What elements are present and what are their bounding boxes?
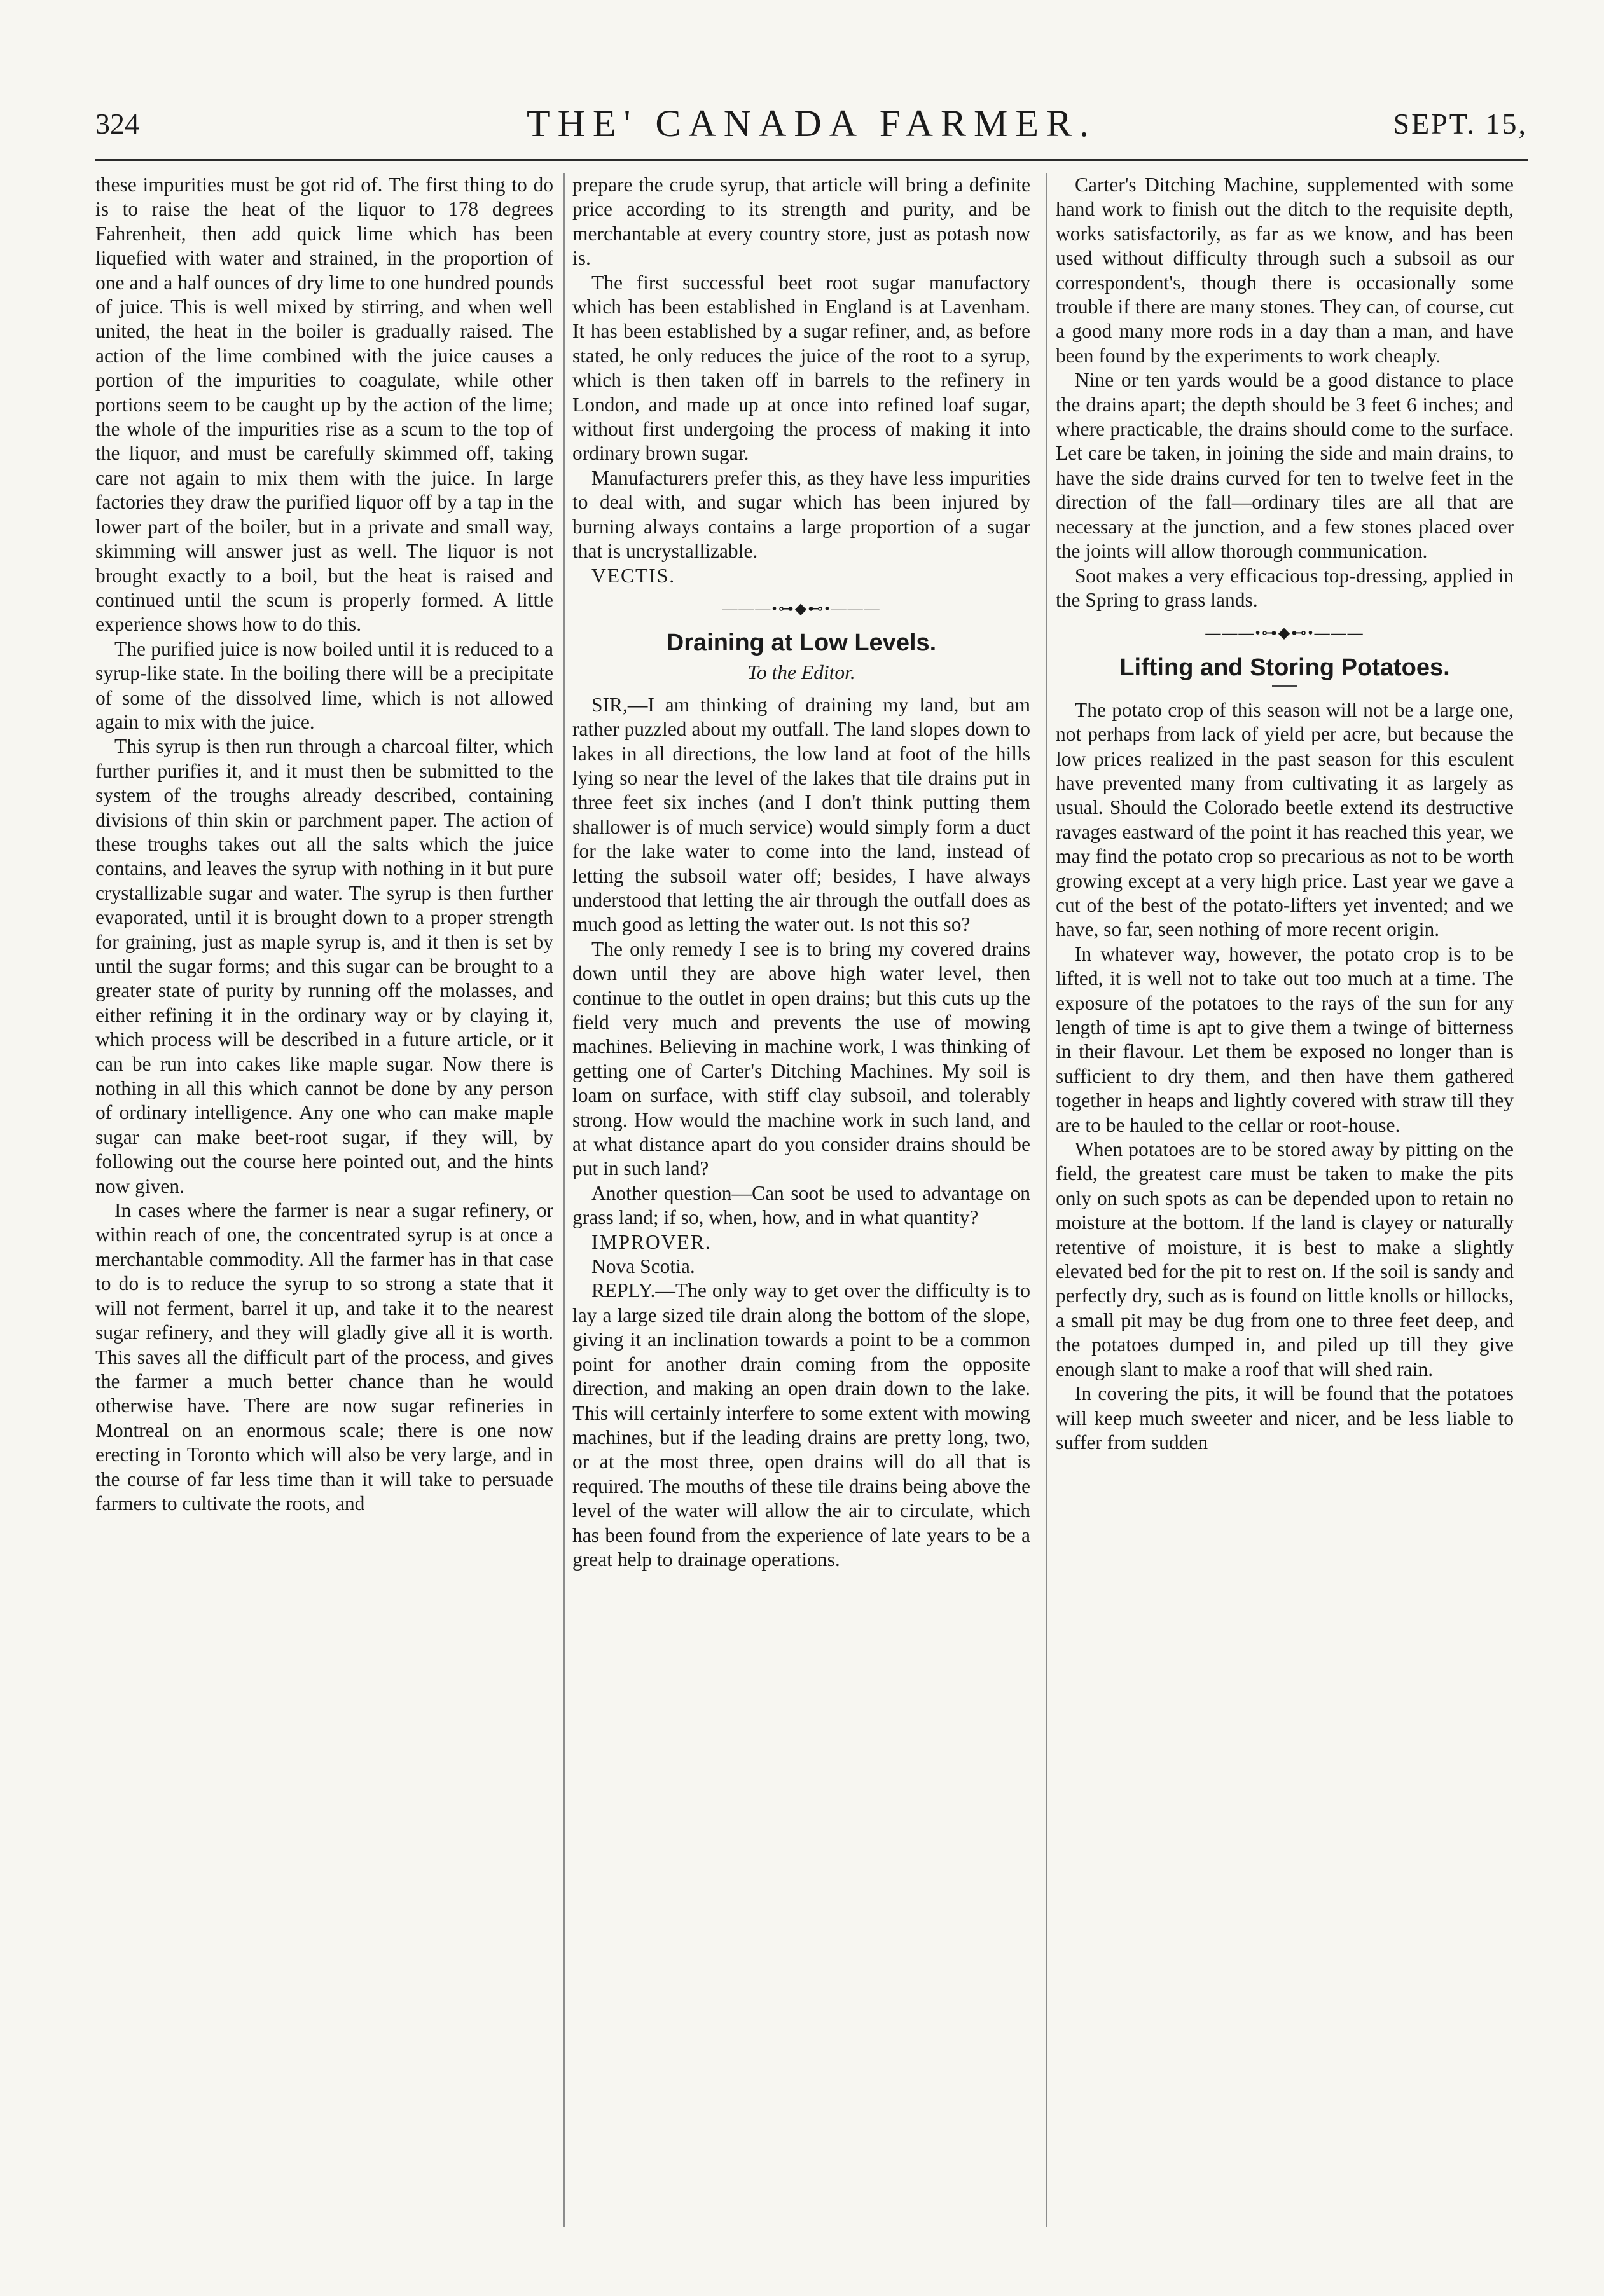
letter-place: Nova Scotia.	[591, 1255, 695, 1278]
masthead: THE' CANADA FARMER.	[526, 102, 1097, 144]
paragraph: The potato crop of this season will not be a large one, not perhaps from lack of yield per acre, but because the low prices realized in the past season for this esculent have prevented many from cultivating it as largely as usual. Should the Colorado beetle extend its destructive ravages eastward of the point it has reached this year, we may find the potato crop so precarious as not to be worth growing except at a very high price. Last year we gave a cut of the best of the potato-lifters yet invented; and we have, so far, seen nothing of more recent origin.	[1056, 698, 1514, 941]
paragraph: In covering the pits, it will be found that the potatoes will keep much sweeter and nicer, and be less liable to suffer from sudden	[1056, 1382, 1514, 1454]
column-2	[572, 173, 1030, 1572]
paragraph: these impurities must be got rid of. The first thing to do is to raise the heat of the liquor to 178 degrees Fahrenheit, then add quick lime which has been liquefied with water and strained, in the proportion of one and a half ounces of dry lime to one hundred pounds of juice. This is well mixed by stirring, and when well united, the heat in the boiler is gradually raised. The action of the lime combined with the juice causes a portion of the impurities to coagulate, while other portions seem to be caught up by the action of the lime; the whole of the impurities rise as a scum to the top of the liquor, and must be carefully skimmed off, taking care not again to mix them with the juice. In large factories they draw the purified liquor off by a tap in the lower part of the boiler, but in a private and small way, skimming will answer just as well. The liquor is not brought exactly to a boil, but the heat is raised and continued until the scum is properly formed. A little experience shows how to do this.	[95, 174, 553, 636]
reply-paragraph: REPLY.—The only way to get over the difficulty is to lay a large sized tile drain along the bottom of the slope, giving it an inclination towards a point to be a common point for another drain coming from the opposite direction, and making an open drain down to the lake. This will certainly interfere to some extent with mowing machines, but if the leading drains are pretty long, two, or at the most three, open drains will do all that is required. The mouths of these tile drains being above the level of the water will allow the air to circulate, which has been found from the experience of late years to be a great help to drainage operations.	[572, 1279, 1030, 1571]
column-divider	[563, 173, 565, 2227]
column-1	[95, 173, 553, 1516]
column-3	[1056, 173, 1514, 1455]
issue-date: SEPT. 15,	[1393, 107, 1528, 140]
paragraph: In whatever way, however, the potato crop is to be lifted, it is well not to take out too much at a time. The exposure of the potatoes to the rays of the sun for any length of time is apt to give them a twinge of bitterness in their flavour. Let them be exposed no longer than is sufficient to dry them, and then have them gathered together in heaps and lightly covered with straw till they are to be hauled to the cellar or root-house.	[1056, 942, 1514, 1136]
page-number: 324	[95, 107, 139, 140]
paragraph: The only remedy I see is to bring my covered drains down until they are above high water level, then continue to the outlet in open drains; but this cuts up the field very much and prevents the use of mowing machines. Believing in machine work, I was thinking of getting one of Carter's Ditching Machines. My soil is loam on surface, with stiff clay subsoil, and tolerably strong. How would the machine work in such land, and at what distance apart do you consider drains should be put in such land?	[572, 937, 1030, 1180]
paragraph: The first successful beet root sugar manufactory which has been established in England is at Lavenham. It has been established by a sugar refiner, and, as before stated, he only reduces the juice of the root to a syrup, which is then taken off in barrels to the refinery in London, and made up at once into refined loaf sugar, without first undergoing the process of making it into ordinary brown sugar.	[572, 271, 1030, 465]
paragraph: Manufacturers prefer this, as they have less impurities to deal with, and sugar which has been injured by burning always contains a large proportion of a sugar that is uncrystallizable.	[572, 466, 1030, 563]
section-ornament: ———•⊶◆⊷•———	[722, 600, 881, 617]
article-signature: VECTIS.	[591, 564, 676, 587]
paragraph: Nine or ten yards would be a good distance to place the drains apart; the depth should be 3 feet 6 inches; and where practicable, the drains should come to the surface. Let care be taken, in joining the side and main drains, to have the side drains curved for ten to twelve feet in the direction of the fall—ordinary tiles are all that are necessary at the junction, and a few stones placed over the joints will allow thorough communication.	[1056, 369, 1514, 563]
paragraph: Another question—Can soot be used to advantage on grass land; if so, when, how, and in what quantity?	[572, 1181, 1030, 1229]
section-ornament: ———•⊶◆⊷•———	[1205, 625, 1364, 642]
page-header	[95, 95, 1528, 165]
article-subheading: To the Editor.	[747, 661, 855, 684]
paragraph: The purified juice is now boiled until it is reduced to a syrup-like state. In the boiling there will be a precipitate of some of the dissolved lime, which is not allowed again to mix with the juice.	[95, 637, 553, 733]
paragraph: This syrup is then run through a charcoal filter, which further purifies it, and it must then be submitted to the system of the troughs already described, containing divisions of thin skin or parchment paper. The action of these troughs takes out all the salts which the juice contains, and leaves the syrup with nothing in it but pure crystallizable sugar and water. The syrup is then further evaporated, until it is brought down to a proper strength for graining, just as maple syrup is, and it then is set by until the sugar forms; and this sugar can be brought to a greater state of purity by running off the molasses, and either refining it in the ordinary way or by claying it, which process will be described in a future article, or it can be run into cakes like maple sugar. Now there is nothing in all this which cannot be done by any person of ordinary intelligence. Any one who can make maple sugar can make beet-root sugar, if they will, by following out the course here pointed out, and the hints now given.	[95, 735, 553, 1197]
paragraph: Soot makes a very efficacious top-dressing, applied in the Spring to grass lands.	[1056, 564, 1514, 611]
column-divider	[1046, 173, 1047, 2227]
paragraph: Carter's Ditching Machine, supplemented with some hand work to finish out the ditch to the requisite depth, works satisfactorily, as far as we know, and has been used without difficulty through such a subsoil as our correspondent's, though there is occasionally some trouble if there are many stones. They can, of course, cut a good many more rods in a day than a man, and have been found by the experiments to work cheaply.	[1056, 174, 1514, 367]
paragraph: When potatoes are to be stored away by pitting on the field, the greatest care must be taken to make the pits only on such spots as can be depended upon to retain no moisture at the bottom. If the land is clayey or naturally retentive of moisture, it is best to make a slightly elevated bed for the pit to rest on. If the soil is sandy and perfectly dry, such as is found on little knolls or hillocks, a small pit may be dug from one to three feet deep, and the potatoes dumped in, and piled up till they give enough slant to make a roof that will shed rain.	[1056, 1138, 1514, 1380]
paragraph: prepare the crude syrup, that article will bring a definite price according to its strength and purity, and be merchantable at every country store, just as potash now is.	[572, 174, 1030, 270]
header-rule	[95, 159, 1528, 161]
article-heading: Lifting and Storing Potatoes.	[1119, 654, 1450, 681]
letter-signature: IMPROVER.	[591, 1230, 712, 1253]
paragraph: In cases where the farmer is near a sugar refinery, or within reach of one, the concentrated syrup is at once a merchantable commodity. All the farmer has in that case to do is to reduce the syrup to so strong a state that it will not ferment, barrel it up, and take it to the nearest sugar refinery, and they will gladly give all it is worth. This saves all the difficult part of the process, and gives the farmer a much better chance than he would otherwise have. There are now sugar refineries in Montreal on an enormous scale; there is one now erecting in Toronto which will also be very large, and in the course of far less time than it will take to persuade farmers to cultivate the roots, and	[95, 1199, 553, 1515]
article-heading: Draining at Low Levels.	[666, 629, 937, 657]
heading-rule	[1272, 685, 1297, 687]
paragraph: SIR,—I am thinking of draining my land, but am rather puzzled about my outfall. The land slopes down to lakes in all directions, the low land at foot of the hills lying so near the level of the lakes that tile drains put in three feet six inches (and I don't think putting them shallower is of much service) would simply form a duct for the lake water to come into the land, instead of letting the subsoil water off; besides, I have always understood that letting the air through the outfall does as much good as letting the water out. Is not this so?	[572, 693, 1030, 936]
